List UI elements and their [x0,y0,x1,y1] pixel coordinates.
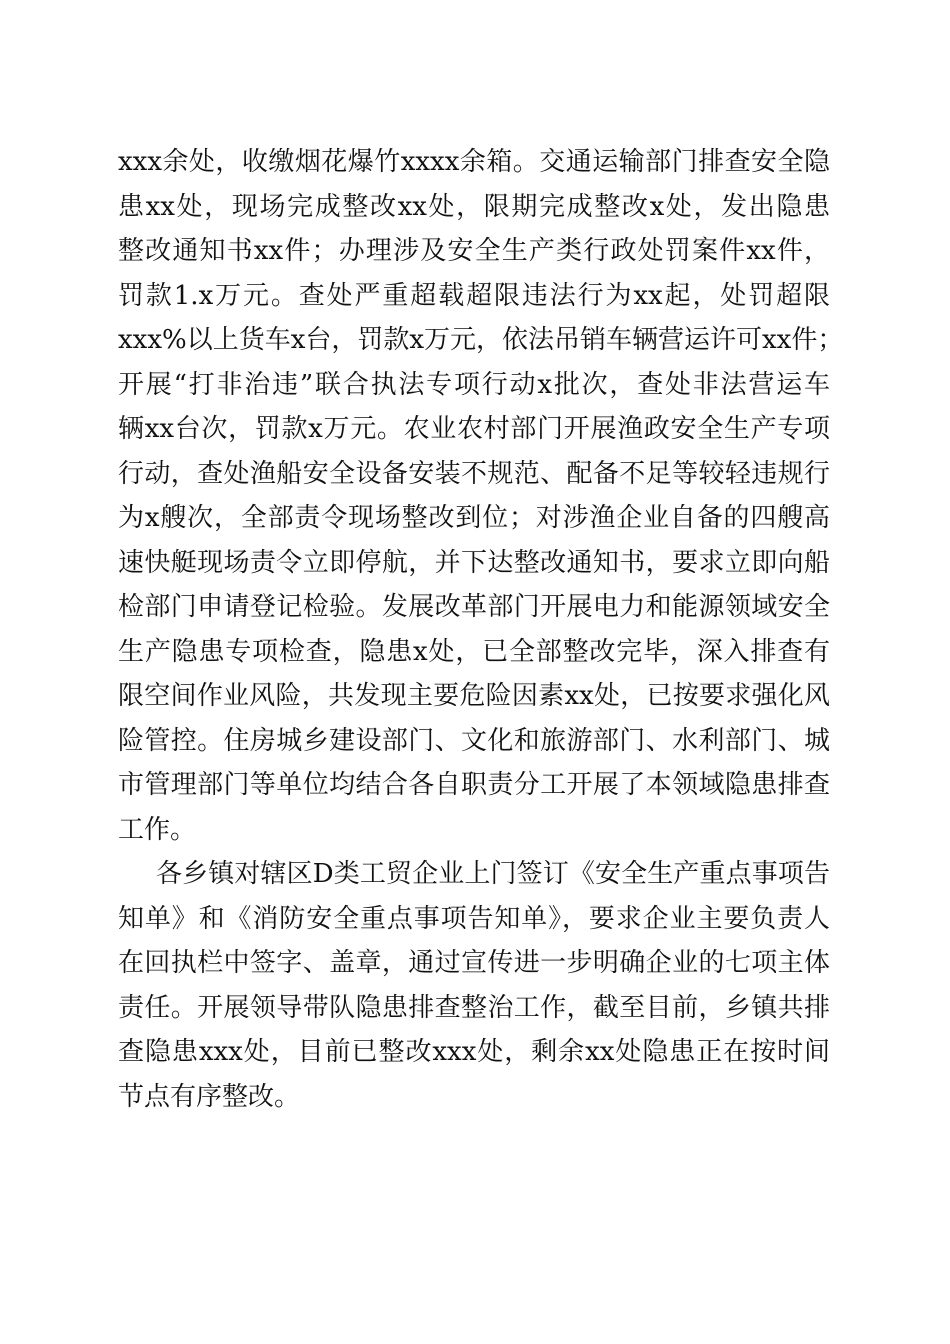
paragraph-line: 在回执栏中签字、盖章，通过宣传进一步明确企业的七项主体 [118,948,830,978]
paragraph-line: xxx%以上货车x台，罚款x万元，依法吊销车辆营运许可xx件； [118,325,844,355]
paragraph-line: 市管理部门等单位均结合各自职责分工开展了本领域隐患排查 [118,770,830,800]
paragraph-line: 生产隐患专项检查，隐患x处，已全部整改完毕，深入排查有 [118,636,830,667]
paragraph-line: 行动，查处渔船安全设备安装不规范、配备不足等较轻违规行 [118,458,830,489]
paragraph-line: 速快艇现场责令立即停航，并下达整改通知书，要求立即向船 [118,547,830,578]
paragraph-line: 限空间作业风险，共发现主要危险因素xx处，已按要求强化风 [118,681,830,711]
paragraph-line: 患xx处，现场完成整改xx处，限期完成整改x处，发出隐患 [118,191,830,222]
body-text [118,140,844,1119]
paragraph-line: 检部门申请登记检验。发展改革部门开展电力和能源领域安全 [118,592,830,622]
paragraph-line: 为x艘次，全部责令现场整改到位；对涉渔企业自备的四艘高 [118,503,830,533]
paragraph-line: 险管控。住房城乡建设部门、文化和旅游部门、水利部门、城 [118,725,830,756]
paragraph-line: 知单》和《消防安全重点事项告知单》，要求企业主要负责人 [118,903,830,934]
paragraph-line: 各乡镇对辖区D类工贸企业上门签订《安全生产重点事项告 [156,859,830,889]
paragraph-line: 工作。 [118,814,197,845]
paragraph-line: 开展“打非治违”联合执法专项行动x批次，查处非法营运车 [118,369,830,400]
paragraph-1 [118,140,844,852]
paragraph-line: 责任。开展领导带队隐患排查整治工作，截至目前，乡镇共排 [118,992,830,1023]
paragraph-line: 罚款1.x万元。查处严重超载超限违法行为xx起，处罚超限 [118,280,830,311]
paragraph-line: xxx余处，收缴烟花爆竹xxxx余箱。交通运输部门排查安全隐 [118,147,830,177]
paragraph-line: 辆xx台次，罚款x万元。农业农村部门开展渔政安全生产专项 [118,414,830,444]
paragraph-line: 节点有序整改。 [118,1081,301,1112]
paragraph-line: 整改通知书xx件；办理涉及安全生产类行政处罚案件xx件， [118,236,830,266]
paragraph-2 [118,852,830,1119]
paragraph-line: 查隐患xxx处，目前已整改xxx处，剩余xx处隐患正在按时间 [118,1037,830,1067]
